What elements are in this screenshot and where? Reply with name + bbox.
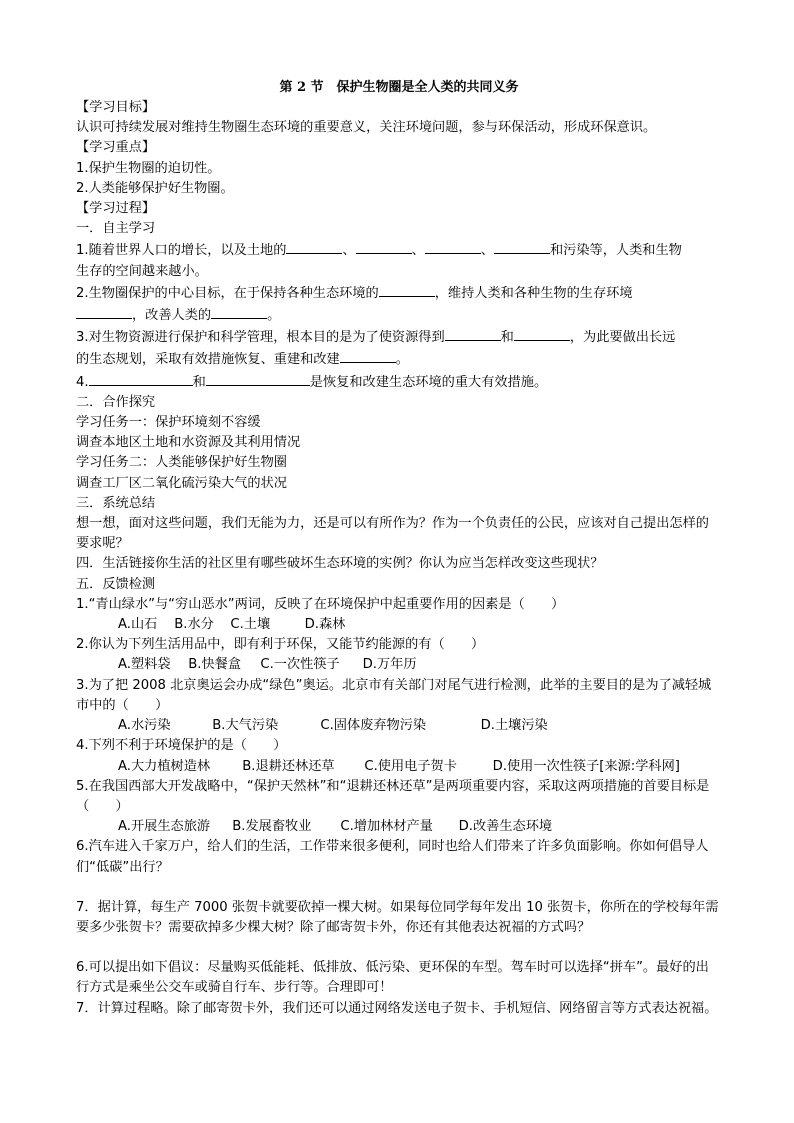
option[interactable]: B.水分	[174, 617, 214, 633]
blank[interactable]	[445, 326, 501, 341]
option[interactable]: C.增加林材产量	[340, 819, 433, 835]
blank[interactable]	[379, 282, 435, 297]
question-1-cont: 生存的空间越来越小。	[76, 263, 208, 279]
feedback-q1: 1.“青山绿水”与“穷山恶水”两词，反映了在环境保护中起重要作用的因素是（ ）	[76, 596, 565, 612]
question-2: 2.生物圈保护的中心目标，在于保持各种生态环境的 ，维持人类和各种生物的生存环境	[76, 282, 722, 304]
section-4-heading: 四．生活链接你生活的社区里有哪些破坏生态环境的实例？你认为应当怎样改变这些现状？	[76, 556, 604, 572]
question-3: 3.对生物资源进行保护和科学管理，根本目的是为了使资源得到 和 ，为此要做出长远	[76, 326, 722, 348]
option[interactable]: B.发展畜牧业	[232, 819, 312, 835]
option[interactable]: B.退耕还林还草	[242, 758, 335, 774]
task-1: 学习任务一：保护环境刻不容缓	[76, 415, 261, 431]
feedback-q1-options	[76, 615, 722, 635]
process-heading: 【学习过程】	[76, 201, 156, 217]
option[interactable]: B.快餐盒	[188, 657, 242, 673]
feedback-q7: 7．据计算，每生产 7000 张贺卡就要砍掉一棵大树。如果每位同学每年发出 10 张贺卡，你所在的学校每年需要多少张贺卡？需要砍掉多少棵大树？除了邮寄贺卡外，你还有其他表达祝福的方式吗？	[76, 899, 719, 935]
option[interactable]: C.一次性筷子	[260, 657, 340, 673]
goal-text: 认识可持续发展对维持生物圈生态环境的重要意义，关注环境问题，参与环保活动，形成环保意识。	[76, 120, 657, 136]
blank[interactable]	[206, 371, 310, 386]
feedback-q2: 2.你认为下列生活用品中，即有利于环保，又能节约能源的有（ ）	[76, 637, 485, 653]
task-2-sub: 调查工厂区二氧化硫污染大气的状况	[76, 475, 287, 491]
blank[interactable]	[211, 304, 267, 319]
option[interactable]: D.土壤污染	[480, 718, 548, 734]
option[interactable]: A.水污染	[118, 718, 171, 734]
option[interactable]: D.改善生态环境	[458, 819, 553, 835]
blank[interactable]	[76, 304, 132, 319]
feedback-q3: 3.为了把 2008 北京奥运会办成“绿色”奥运。北京市有关部门对尾气进行检测，此举的主要目的是为了减轻城市中的（ ）	[76, 677, 712, 713]
question-4: 4. 和 是恢复和改建生态环境的重大有效措施。	[76, 371, 722, 393]
section-5-heading: 五．反馈检测	[76, 576, 156, 592]
option[interactable]: D.使用一次性筷子[来源:学科网]	[492, 758, 680, 774]
feedback-q5: 5.在我国西部大开发战略中，“保护天然林”和“退耕还林还草”是两项重要内容，采取这两项措施的首要目标是（ ）	[76, 778, 710, 814]
section-3-heading: 三．系统总结	[76, 495, 156, 511]
option[interactable]: C.土壤	[230, 617, 271, 633]
question-3-cont: 的生态规划，采取有效措施恢复、重建和改建 。	[76, 348, 722, 370]
blank[interactable]	[89, 371, 193, 386]
blank[interactable]	[514, 326, 570, 341]
blank[interactable]	[425, 239, 481, 254]
blank[interactable]	[356, 239, 412, 254]
blank[interactable]	[286, 239, 342, 254]
feedback-q6: 6.汽车进入千家万户，给人们的生活，工作带来很多便利，同时也给人们带来了许多负面影响。你如何倡导人们“低碳”出行？	[76, 839, 709, 875]
option[interactable]: A.大力植树造林	[118, 758, 211, 774]
option[interactable]: D.万年历	[362, 657, 417, 673]
question-2-cont: ，改善人类的 。	[76, 304, 722, 326]
task-1-sub: 调查本地区土地和水资源及其利用情况	[76, 435, 301, 451]
feedback-q3-options	[76, 716, 722, 736]
feedback-q2-options	[76, 655, 722, 675]
option[interactable]: D.森林	[304, 617, 346, 633]
section-2-heading: 二．合作探究	[76, 394, 156, 410]
option[interactable]: A.塑料袋	[118, 657, 171, 673]
answer-6: 6.可以提出如下倡议：尽量购买低能耗、低排放、低污染、更环保的车型。驾车时可以选择“拼车”。最好的出行方式是乘坐公交车或骑自行车、步行等。合理即可！	[76, 960, 709, 996]
page-title: 第 2 节 保护生物圈是全人类的共同义务	[279, 80, 519, 95]
feedback-q4-options	[76, 757, 722, 777]
goal-heading: 【学习目标】	[76, 100, 156, 115]
option[interactable]: B.大气污染	[212, 718, 279, 734]
task-2: 学习任务二：人类能够保护好生物圈	[76, 455, 287, 471]
key-heading: 【学习重点】	[76, 140, 156, 156]
answer-space[interactable]	[76, 938, 722, 958]
answer-space[interactable]	[76, 878, 722, 898]
feedback-q5-options	[76, 817, 722, 837]
feedback-q4: 4.下列不利于环境保护的是（ ）	[76, 738, 287, 754]
option[interactable]: C.使用电子贺卡	[364, 758, 457, 774]
option[interactable]: A.开展生态旅游	[118, 819, 211, 835]
key-point-2: 2.人类能够保护好生物圈。	[76, 180, 234, 196]
section-3-text: 想一想，面对这些问题，我们无能为力，还是可以有所作为？作为一个负责任的公民，应该对自己提出怎样的要求呢？	[76, 516, 709, 552]
key-point-1: 1.保护生物圈的迫切性。	[76, 160, 221, 176]
section-1-heading: 一．自主学习	[76, 221, 156, 237]
option[interactable]: C.固体废弃物污染	[320, 718, 427, 734]
worksheet-page	[76, 78, 722, 1019]
blank[interactable]	[340, 348, 396, 363]
option[interactable]: A.山石	[118, 617, 158, 633]
question-1: 1.随着世界人口的增长，以及土地的 、 、 、 和污染等，人类和生物	[76, 239, 722, 261]
blank[interactable]	[494, 239, 550, 254]
answer-7: 7．计算过程略。除了邮寄贺卡外，我们还可以通过网络发送电子贺卡、手机短信、网络留言等方式表达祝福。	[76, 1000, 718, 1016]
